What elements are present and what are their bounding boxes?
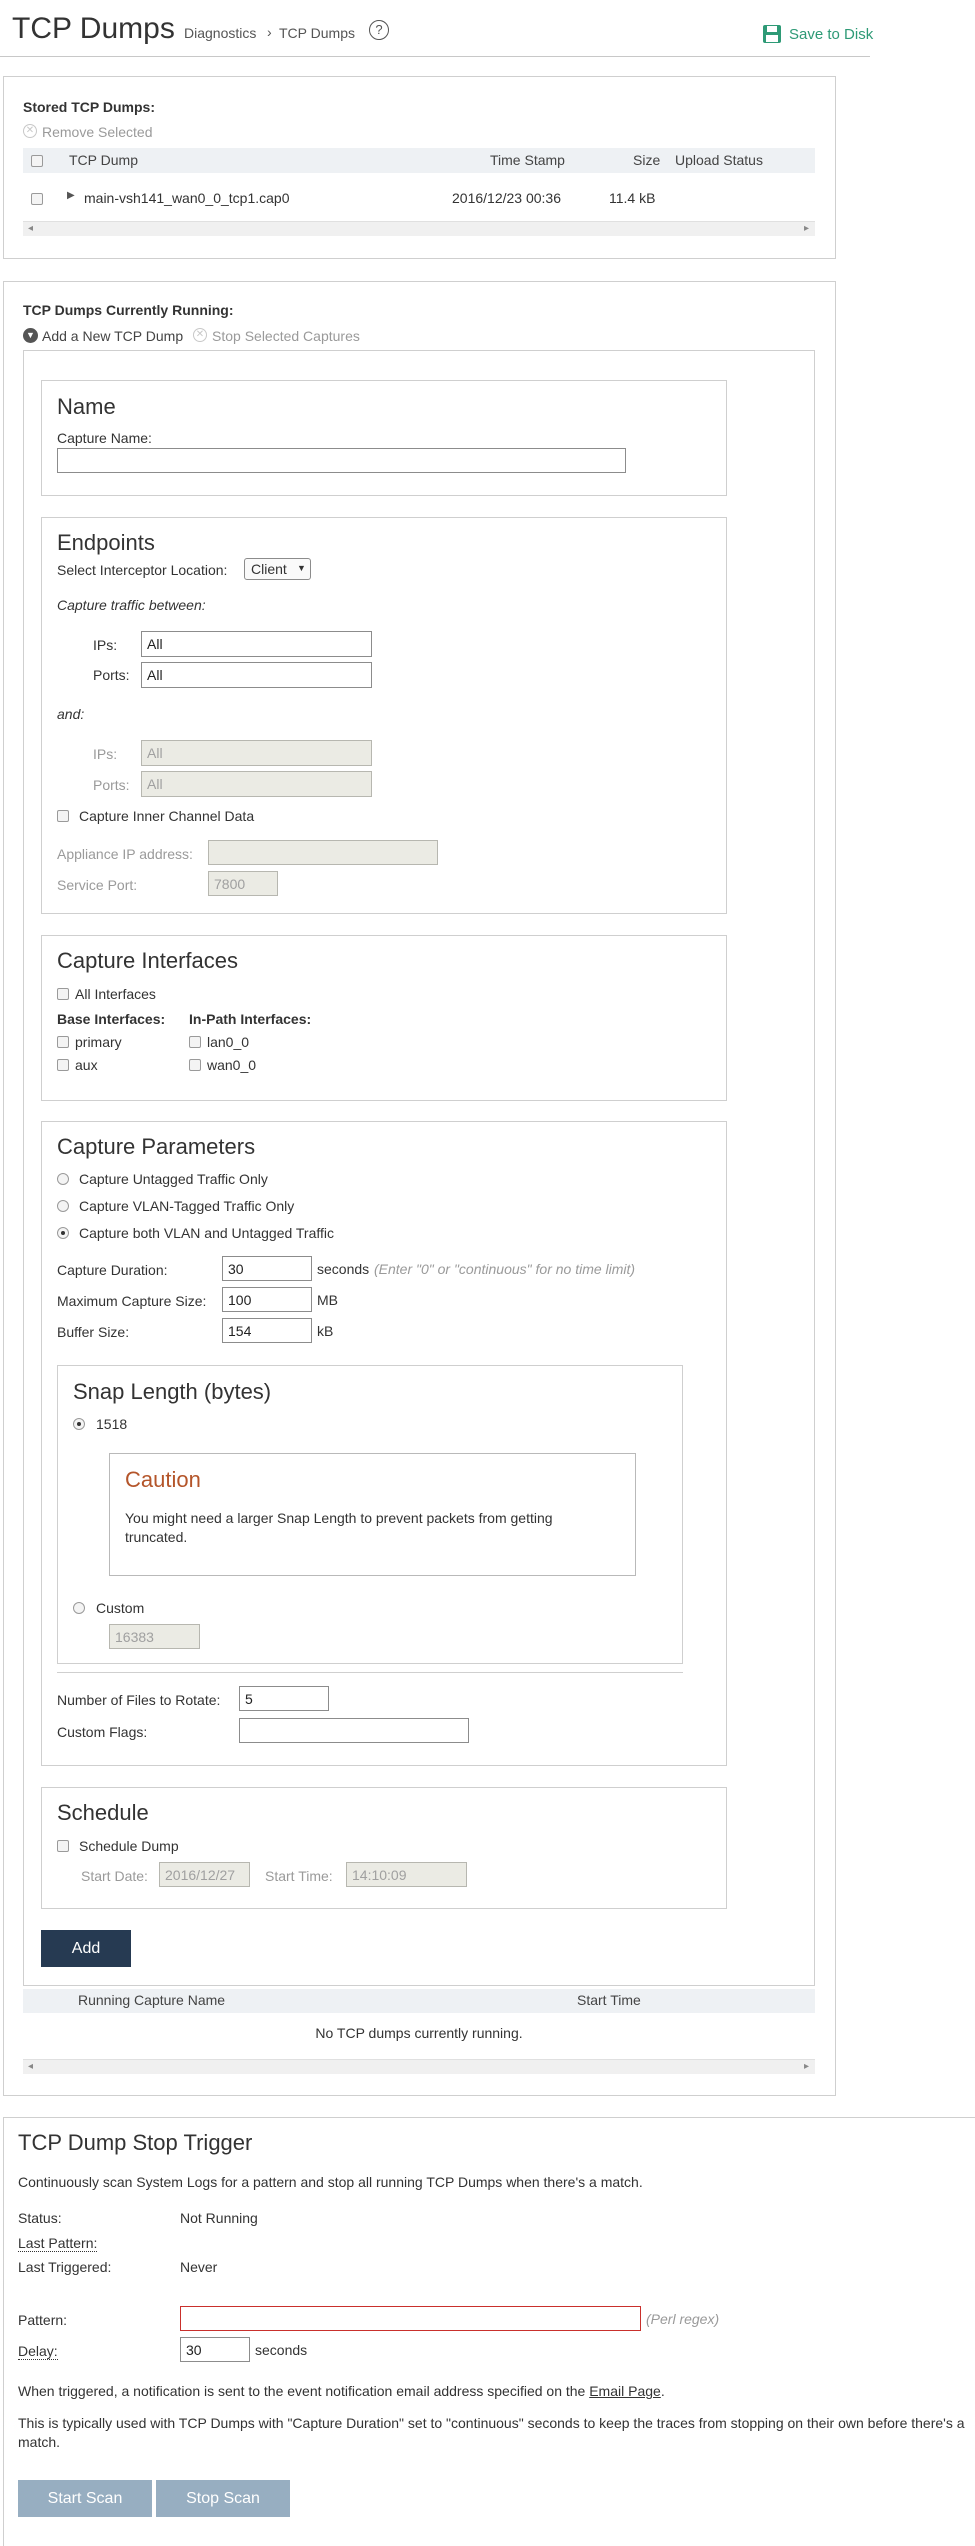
breadcrumb-diagnostics[interactable]: Diagnostics (184, 25, 257, 41)
scroll-left-icon[interactable]: ◂ (28, 2061, 34, 2072)
remove-selected-button[interactable]: Remove Selected (42, 124, 153, 140)
status-value: Not Running (180, 2210, 258, 2226)
breadcrumb-separator: › (267, 24, 272, 40)
row-time-stamp: 2016/12/23 00:36 (452, 190, 561, 206)
scroll-right-icon[interactable]: ▸ (804, 223, 810, 234)
stop-icon: ✕ (193, 328, 207, 342)
stored-scrollbar[interactable] (23, 221, 815, 236)
stop-scan-button[interactable]: Stop Scan (156, 2480, 290, 2517)
custom-flags-label: Custom Flags: (57, 1724, 148, 1740)
service-port-input[interactable] (208, 871, 278, 896)
save-to-disk-link[interactable]: Save to Disk (789, 26, 874, 43)
interfaces-section-title: Capture Interfaces (57, 948, 238, 973)
page-title: TCP Dumps (12, 12, 175, 45)
appliance-ip-label: Appliance IP address: (57, 846, 193, 862)
primary-label: primary (75, 1034, 122, 1050)
stop-selected-button[interactable]: Stop Selected Captures (212, 328, 360, 344)
row-dump-name: main-vsh141_wan0_0_tcp1.cap0 (84, 190, 290, 206)
col-time-stamp[interactable]: Time Stamp (490, 152, 565, 168)
expand-arrow-icon[interactable]: ▶ (67, 190, 75, 201)
delay-unit: seconds (255, 2342, 308, 2358)
col-tcp-dump[interactable]: TCP Dump (69, 152, 138, 168)
interceptor-location-select[interactable] (244, 558, 311, 580)
base-interfaces-label: Base Interfaces: (57, 1011, 166, 1027)
ips-label: IPs: (93, 637, 118, 653)
interceptor-location-value: Client (251, 561, 287, 577)
all-interfaces-checkbox[interactable] (57, 988, 69, 1000)
row-checkbox[interactable] (31, 193, 43, 205)
caution-title: Caution (125, 1467, 201, 1492)
parameters-section-title: Capture Parameters (57, 1134, 256, 1159)
ips-input[interactable] (141, 631, 372, 657)
start-time-label: Start Time: (265, 1868, 333, 1884)
start-date-input[interactable] (159, 1862, 250, 1887)
ips2-input[interactable] (141, 740, 372, 766)
snap-1518-label: 1518 (96, 1416, 128, 1432)
scroll-right-icon[interactable]: ▸ (804, 2061, 810, 2072)
save-disk-icon[interactable] (762, 24, 782, 44)
schedule-dump-label: Schedule Dump (79, 1838, 179, 1854)
snap-custom-radio[interactable] (73, 1602, 85, 1614)
breadcrumb-tcp-dumps: TCP Dumps (279, 25, 355, 41)
capture-name-input[interactable] (57, 448, 626, 473)
ports2-label: Ports: (93, 777, 130, 793)
duration-label: Capture Duration: (57, 1262, 168, 1278)
delay-label: Delay: (18, 2343, 58, 2359)
running-dumps-heading: TCP Dumps Currently Running: (23, 302, 234, 318)
buffer-size-label: Buffer Size: (57, 1324, 130, 1340)
rotate-input[interactable] (239, 1686, 329, 1711)
col-start-time[interactable]: Start Time (577, 1992, 641, 2008)
ports2-input[interactable] (141, 771, 372, 797)
scroll-left-icon[interactable]: ◂ (28, 223, 34, 234)
custom-flags-input[interactable] (239, 1718, 469, 1743)
max-size-unit: MB (317, 1292, 338, 1308)
lan0-label: lan0_0 (207, 1034, 250, 1050)
help-icon[interactable]: ? (369, 20, 389, 40)
params-divider (57, 1672, 683, 1673)
pattern-hint: (Perl regex) (646, 2311, 720, 2327)
and-label: and: (57, 706, 85, 722)
rotate-label: Number of Files to Rotate: (57, 1692, 221, 1708)
snap-custom-input[interactable] (109, 1624, 200, 1649)
duration-input[interactable] (222, 1256, 312, 1281)
start-time-input[interactable] (346, 1862, 467, 1887)
ports-label: Ports: (93, 667, 130, 683)
untagged-radio[interactable] (57, 1173, 69, 1185)
max-size-input[interactable] (222, 1287, 312, 1312)
status-label: Status: (18, 2210, 62, 2226)
pattern-label: Pattern: (18, 2312, 68, 2328)
endpoints-section-title: Endpoints (57, 530, 155, 555)
remove-icon: ✕ (23, 124, 37, 138)
add-new-dump-toggle[interactable]: Add a New TCP Dump (42, 328, 184, 344)
service-port-label: Service Port: (57, 877, 138, 893)
col-running-capture-name[interactable]: Running Capture Name (78, 1992, 226, 2008)
vlan-tagged-label: Capture VLAN-Tagged Traffic Only (79, 1198, 295, 1214)
max-size-label: Maximum Capture Size: (57, 1293, 207, 1309)
schedule-dump-checkbox[interactable] (57, 1840, 69, 1852)
usage-note: This is typically used with TCP Dumps with "Capture Duration" set to "continuous" seconds to keep the traces from stopping on their own before there's a match. (18, 2415, 965, 2450)
running-scrollbar[interactable] (23, 2059, 815, 2074)
name-section-title: Name (57, 394, 116, 419)
notification-note-text: When triggered, a notification is sent to the event notification email address specified on the (18, 2383, 586, 2399)
duration-hint: (Enter "0" or "continuous" for no time limit) (374, 1261, 636, 1277)
capture-name-label: Capture Name: (57, 430, 152, 446)
lan0-checkbox[interactable] (189, 1036, 201, 1048)
all-interfaces-label: All Interfaces (75, 986, 156, 1002)
ips2-label: IPs: (93, 746, 118, 762)
last-triggered-label: Last Triggered: (18, 2259, 112, 2275)
both-radio[interactable] (57, 1227, 69, 1239)
snap-length-title: Snap Length (bytes) (73, 1379, 272, 1404)
delay-input[interactable] (180, 2337, 250, 2362)
both-label: Capture both VLAN and Untagged Traffic (79, 1225, 335, 1241)
start-scan-button[interactable]: Start Scan (18, 2480, 152, 2517)
untagged-label: Capture Untagged Traffic Only (79, 1171, 268, 1187)
notification-note (18, 2383, 665, 2399)
duration-unit: seconds (317, 1261, 370, 1277)
dropdown-arrow-icon: ▼ (297, 563, 306, 573)
stored-dumps-heading: Stored TCP Dumps: (23, 99, 155, 115)
inner-channel-label: Capture Inner Channel Data (79, 808, 255, 824)
capture-between-label: Capture traffic between: (57, 597, 206, 613)
snap-custom-label: Custom (96, 1600, 145, 1616)
vlan-tagged-radio[interactable] (57, 1200, 69, 1212)
add-button[interactable]: Add (41, 1930, 131, 1967)
schedule-section-title: Schedule (57, 1800, 149, 1825)
wan0-label: wan0_0 (207, 1057, 257, 1073)
stop-trigger-desc: Continuously scan System Logs for a pattern and stop all running TCP Dumps when there's a match. (18, 2174, 643, 2190)
snap-1518-radio[interactable] (73, 1418, 85, 1430)
start-date-label: Start Date: (81, 1868, 148, 1884)
col-upload-status[interactable]: Upload Status (675, 152, 763, 168)
wan0-checkbox[interactable] (189, 1059, 201, 1071)
empty-running-text: No TCP dumps currently running. (315, 2025, 523, 2041)
ports-input[interactable] (141, 662, 372, 688)
stop-trigger-title: TCP Dump Stop Trigger (18, 2130, 253, 2155)
col-size[interactable]: Size (633, 152, 661, 168)
inner-channel-checkbox[interactable] (57, 810, 69, 822)
email-page-link[interactable]: Email Page (589, 2383, 661, 2399)
inpath-interfaces-label: In-Path Interfaces: (189, 1011, 312, 1027)
last-triggered-value: Never (180, 2259, 218, 2275)
notification-note-end: . (660, 2383, 665, 2399)
primary-checkbox[interactable] (57, 1036, 69, 1048)
aux-checkbox[interactable] (57, 1059, 69, 1071)
buffer-size-input[interactable] (222, 1318, 312, 1343)
header-divider (0, 56, 870, 57)
appliance-ip-input[interactable] (208, 840, 438, 865)
last-pattern-label: Last Pattern: (18, 2235, 98, 2251)
pattern-input[interactable] (180, 2306, 641, 2331)
buffer-size-unit: kB (317, 1323, 334, 1339)
caution-text: You might need a larger Snap Length to prevent packets from getting truncated. (125, 1510, 553, 1545)
interceptor-location-label: Select Interceptor Location: (57, 562, 228, 578)
chevron-down-icon[interactable]: ▼ (23, 328, 38, 343)
aux-label: aux (75, 1057, 98, 1073)
row-size: 11.4 kB (609, 190, 656, 206)
select-all-checkbox[interactable] (31, 155, 43, 167)
